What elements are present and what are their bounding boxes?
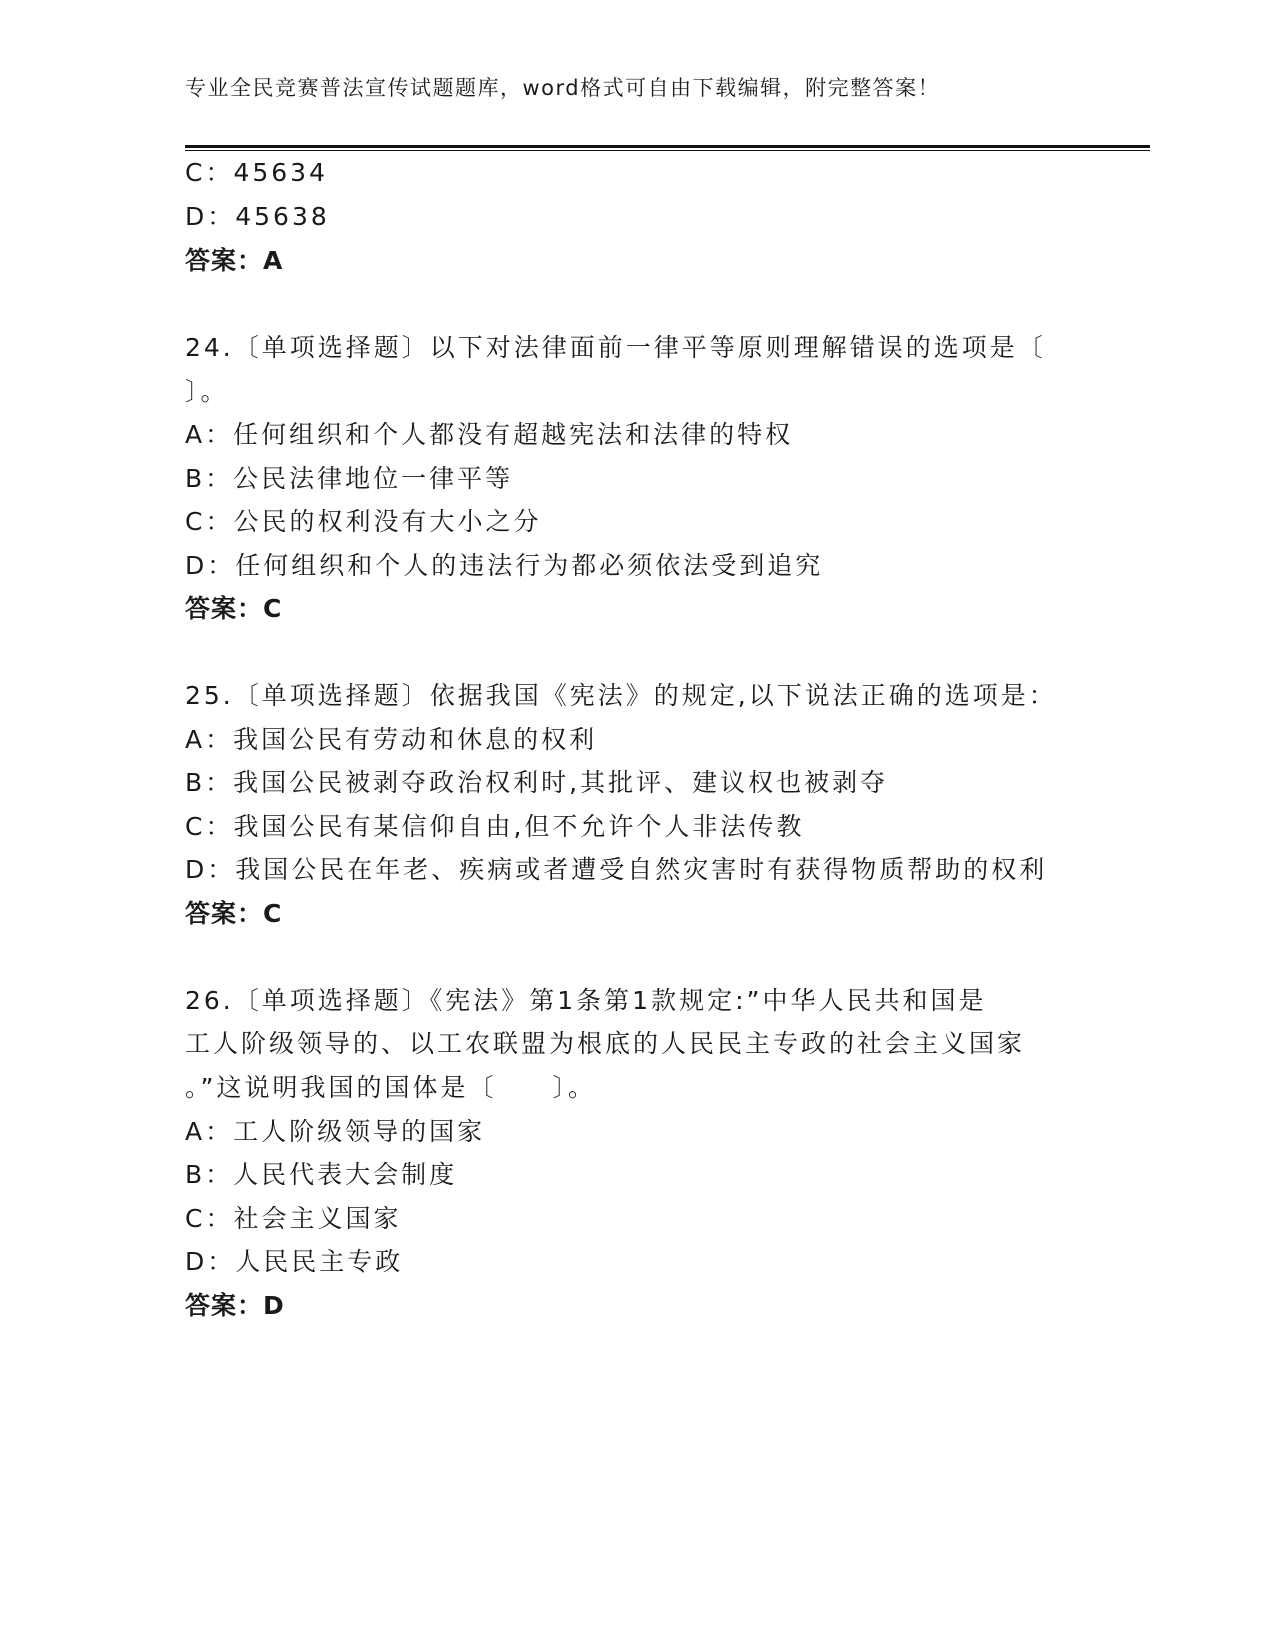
q26-option-d: D：人民民主专政 [185, 1247, 404, 1276]
prev-answer: 答案：A [185, 246, 284, 275]
q25-answer: 答案：C [185, 899, 283, 928]
q24-option-b: B：公民法律地位一律平等 [185, 464, 514, 493]
q26-answer: 答案：D [185, 1291, 285, 1320]
q25-option-b: B：我国公民被剥夺政治权利时,其批评、建议权也被剥夺 [185, 768, 889, 797]
q24-option-a: A：任何组织和个人都没有超越宪法和法律的特权 [185, 420, 794, 449]
header-rule-thin [185, 150, 1150, 151]
q24-stem-line2: 〕。 [185, 377, 229, 406]
q25-option-c: C：我国公民有某信仰自由,但不允许个人非法传教 [185, 812, 805, 841]
header-rule-thick [185, 145, 1150, 148]
q26-stem-line2: 工人阶级领导的、以工农联盟为根底的人民民主专政的社会主义国家 [185, 1029, 1026, 1058]
page-header: 专业全民竞赛普法宣传试题题库，word格式可自由下载编辑，附完整答案！ [185, 76, 941, 100]
q26-option-c: C：社会主义国家 [185, 1204, 402, 1233]
q25-option-a: A：我国公民有劳动和休息的权利 [185, 725, 598, 754]
q26-option-b: B：人民代表大会制度 [185, 1160, 458, 1189]
q26-option-a: A：工人阶级领导的国家 [185, 1117, 486, 1146]
prev-option-c: C：45634 [185, 158, 328, 187]
prev-option-d: D：45638 [185, 202, 330, 231]
q24-option-c: C：公民的权利没有大小之分 [185, 507, 542, 536]
q26-stem-line3: 。”这说明我国的国体是〔 〕。 [185, 1073, 596, 1102]
q26-stem-line1: 26.〔单项选择题〕《宪法》第1条第1款规定:”中华人民共和国是 [185, 986, 987, 1015]
q25-option-d: D：我国公民在年老、疾病或者遭受自然灾害时有获得物质帮助的权利 [185, 855, 1048, 884]
q24-stem-line1: 24.〔单项选择题〕以下对法律面前一律平等原则理解错误的选项是〔 [185, 333, 1046, 362]
q24-option-d: D：任何组织和个人的违法行为都必须依法受到追究 [185, 551, 824, 580]
q24-answer: 答案：C [185, 594, 283, 623]
q25-stem-line1: 25.〔单项选择题〕依据我国《宪法》的规定,以下说法正确的选项是： [185, 681, 1057, 710]
